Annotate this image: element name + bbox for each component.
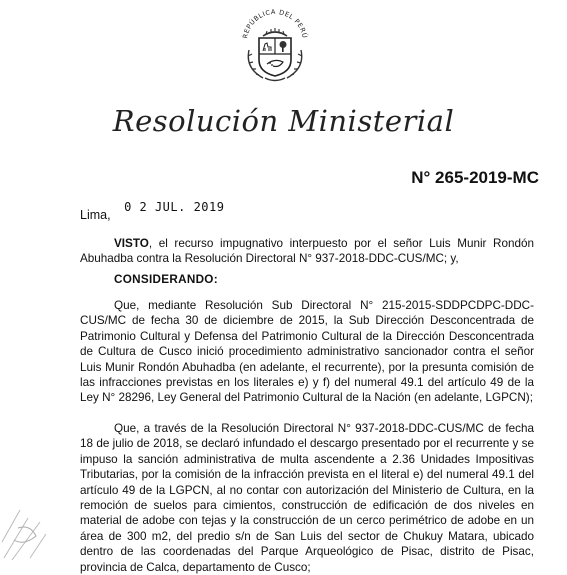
paragraph-2 (80, 421, 534, 575)
city-label: Lima, (80, 208, 111, 222)
visto-label: VISTO (114, 237, 149, 250)
paragraph-1-text: Que, mediante Resolución Sub Directoral N° 215-2015-SDDPCDPC-DDC-CUS/MC de fecha 30 de diciembre de 2015, la Sub Dirección Desconcentrada de Patrimonio Cultural y Defensa del Patrimonio Cultural de la Dirección Desconcentrada de Cultura de Cusco inició procedimiento administrativo sancionador contra el señor Luis Munir Rondón Abuhadba (en adelante, el recurrente), por la presunta comisión de las infracciones previstas en los literales e) y f) del numeral 49.1 del artículo 49 de la Ley N° 28296, Ley General del Patrimonio Cultural de la Nación (en adelante, LGPCN); (80, 299, 534, 405)
paragraph-1 (80, 298, 534, 406)
seal-text: REPÚBLICA DEL PERÚ (241, 7, 309, 40)
stamp-smudge (0, 488, 90, 562)
paragraph-2-text: Que, a través de la Resolución Directoral N° 937-2018-DDC-CUS/MC de fecha 18 de julio de 2018, se declaró infundado el descargo presentado por el recurrente y se impuso la sanción administrativa de multa ascendente a 2.36 Unidades Impositivas Tributarias, por la comisión de la infracción prevista en el literal e) del numeral 49.1 del artículo 49 de la LGPCN, al no contar con autorización del Ministerio de Cultura, en la remoción de suelos para cimientos, construcción de edificación de dos niveles en material de adobe con tejas y la construcción de un cerco perimétrico de adobe en un área de 300 m2, del predio s/n de San Luis del sector de Chukuy Matara, ubicado dentro de las coordenadas del Parque Arqueológico de Pisac, distrito de Pisac, provincia de Calca, departamento de Cusco; (80, 422, 534, 574)
visto-paragraph (80, 236, 534, 267)
document-title: Resolución Ministerial (112, 104, 455, 138)
date-line (80, 200, 224, 222)
coat-of-arms-seal (233, 6, 317, 84)
considerando-heading: CONSIDERANDO: (114, 273, 218, 286)
visto-text: , el recurso impugnativo interpuesto por el señor Luis Munir Rondón Abuhadba contra la Resolución Directoral N° 937-2018-DDC-CUS/MC; y, (80, 237, 534, 266)
resolution-number: N° 265-2019-MC (411, 168, 539, 187)
stamped-date: 0 2 JUL. 2019 (124, 200, 225, 214)
